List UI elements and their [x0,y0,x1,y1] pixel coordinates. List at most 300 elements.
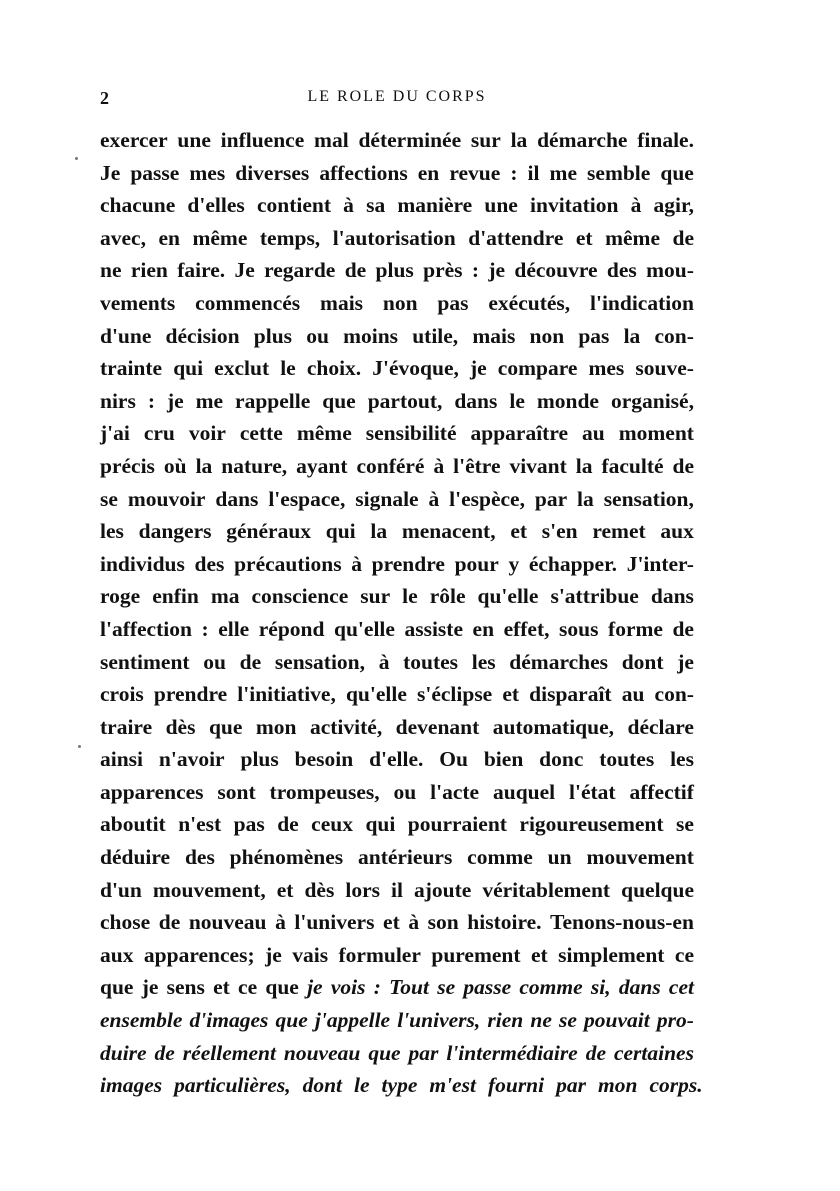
word: contient [256,193,331,218]
word: exclut [214,356,270,381]
word: crois [100,682,144,707]
word: apparences [100,779,204,804]
word: forme [608,616,663,641]
word: menacent, [401,519,496,544]
word: nature, [221,453,288,478]
word: une [484,193,518,218]
word: me [195,388,224,413]
word: sous [559,616,599,641]
word: à [351,551,362,576]
word: plus [240,747,279,772]
word: faculté [601,453,664,478]
text-line [100,776,694,809]
text-line [100,1069,703,1102]
word: dangers [138,519,212,544]
word: J'inter- [626,551,694,576]
word: que [100,975,134,1000]
text-line [100,971,694,1004]
word: Ou [439,747,468,772]
word: affectif [629,779,694,804]
word: par [534,486,568,511]
word: signale [355,486,419,511]
word: d'un [100,877,142,902]
word: moment [618,421,694,446]
word: que [368,1040,401,1065]
word: se [675,812,694,837]
word: devenant [395,714,480,739]
word: lors [345,877,380,902]
word: de [344,258,367,283]
word: à [630,193,642,218]
word: traire [100,714,153,739]
word: le [280,356,296,381]
word: répond [258,616,325,641]
word: quelque [621,877,694,902]
word: bien [483,747,524,772]
word: pour [454,551,499,576]
word: ma [210,584,240,609]
word: l'univers, [397,1008,481,1033]
word: généraux [226,519,312,544]
margin-speck [75,157,78,160]
word: mouvement, [152,877,266,902]
word: activité, [309,714,383,739]
word: toutes [403,649,459,674]
word: : [201,616,209,641]
word: commencés [195,290,301,315]
word: n'est [178,812,222,837]
word: d'attendre [468,225,564,250]
word: revue [449,160,501,185]
word: mal [314,128,349,152]
word: apparences; [143,942,255,967]
word: d'une [100,323,152,348]
word: organisé, [610,388,694,413]
word: que [660,160,694,185]
word: semble [587,160,651,185]
word: le [509,388,525,413]
word: influence [220,128,305,152]
word: qui [325,519,356,544]
word: dans [618,975,661,1000]
word: je [677,649,694,674]
word: nouveau [188,910,267,935]
word: mais [472,323,516,348]
word: par [408,1040,439,1065]
word: ne [530,1008,552,1033]
word: effet, [503,616,550,641]
word: : [373,975,381,1000]
word: qu'elle [345,682,407,707]
word: précis [100,453,155,478]
word: et [383,910,400,935]
word: phénomènes [229,845,344,870]
word: au [621,682,645,707]
word: invitation [530,193,619,218]
word: pas [578,323,610,348]
text-line [100,157,694,190]
word: la [510,128,528,152]
word: en [472,616,495,641]
word: l'état [569,779,616,804]
word: à [408,910,420,935]
text-line [100,450,694,483]
word: les [471,649,496,674]
word: con- [654,682,694,707]
word: à [343,193,354,218]
word: dans [650,584,694,609]
word: par [556,1073,586,1098]
word: vements [100,290,176,315]
word: si, [590,975,611,1000]
word: que [208,714,243,739]
word: il [391,877,403,902]
word: exercer [100,128,168,152]
word: sens [166,975,205,1000]
word: sont [217,779,256,804]
word: précautions [234,551,342,576]
word: : [510,160,518,185]
word: regarde [264,258,336,283]
word: mon [598,1073,638,1098]
text-line [100,613,694,646]
word: mes [189,160,226,185]
word: et [531,942,548,967]
word: rôle [429,584,466,609]
text-line [100,906,694,939]
word: affections [319,160,408,185]
word: mes [588,356,625,381]
word: se [437,975,456,1000]
word: souve- [635,356,694,381]
word: que [322,388,356,413]
running-title: LE ROLE DU CORPS [307,88,487,105]
word: assiste [404,616,463,641]
word: ayant [296,453,348,478]
word: ou [203,649,226,674]
word: enfin [152,584,199,609]
word: sensibilité [365,421,457,446]
word: Je [234,258,255,283]
word: auquel [492,779,556,804]
word: certaines [613,1040,694,1065]
word: passe [130,160,180,185]
word: véritablement [482,877,611,902]
word: partout, [367,388,443,413]
word: Je [100,160,121,185]
word: je [307,975,323,1000]
word: déclare [627,714,694,739]
word: mouvement [586,845,694,870]
margin-speck [78,745,81,748]
word: moins [343,323,399,348]
word: de [585,1040,606,1065]
word: nirs [100,388,136,413]
word: échapper. [528,551,618,576]
word: même [192,225,248,250]
word: disparaît [529,682,612,707]
word: il [527,160,540,185]
text-line [100,254,694,287]
word: finale. [637,128,694,152]
word: vois [330,975,366,1000]
word: : [147,388,155,413]
word: automatique, [492,714,615,739]
word: voir [188,421,226,446]
text-line [100,580,694,613]
text-line [100,678,694,711]
word: les [100,519,124,544]
word: utile, [412,323,459,348]
word: rien [487,1008,524,1033]
word: au [582,421,605,446]
text-line [100,1037,694,1070]
text-line [100,711,694,744]
word: prendre [153,682,228,707]
word: le [402,584,418,609]
word: des [194,551,225,576]
word: temps, [259,225,321,250]
word: s'éclipse [416,682,493,707]
word: mon [255,714,297,739]
word: type [381,1073,418,1098]
word: et [213,975,230,1000]
word: la [370,519,388,544]
word: à [428,486,440,511]
word: elle [218,616,250,641]
text-line [100,874,694,907]
word: réellement [182,1040,276,1065]
word: je [265,942,282,967]
word: rigoureusement [519,812,664,837]
word: ce [674,942,694,967]
text-line [100,385,694,418]
word: à [378,649,390,674]
word: Tenons-nous-en [550,910,694,935]
word: des [184,845,215,870]
word: histoire. [467,910,542,935]
page-header [100,88,694,118]
word: de [239,649,262,674]
word: un [547,845,572,870]
word: : [471,258,480,283]
word: l'indication [590,290,694,315]
word: aux [100,942,134,967]
word: je [141,975,159,1000]
word: mou- [646,258,694,283]
word: m'est [429,1073,476,1098]
word: se [558,1008,577,1033]
word: particulières, [174,1073,291,1098]
word: ou [393,779,417,804]
word: ensemble [100,1008,183,1033]
word: ou [306,323,329,348]
word: une [177,128,211,152]
word: n'avoir [158,747,225,772]
word: avec, [100,225,146,250]
word: d'images [189,1008,269,1033]
word: mais [320,290,364,315]
word: qu'elle [334,616,395,641]
word: ajoute [413,877,472,902]
word: dans [215,486,259,511]
word: de [672,225,694,250]
text-line [100,515,694,548]
word: antérieurs [357,845,453,870]
word: simplement [558,942,665,967]
word: dont [621,649,664,674]
word: prendre [371,551,445,576]
text-line [100,320,694,353]
word: duire [100,1040,147,1065]
word: démarches [509,649,609,674]
word: dès [304,877,335,902]
word: rappelle [235,388,311,413]
word: qu'elle [477,584,539,609]
word: de [277,812,299,837]
word: d'elle. [369,747,424,772]
word: conscience [251,584,349,609]
word: manière [397,193,473,218]
word: de [154,1040,175,1065]
word: l'autorisation [332,225,456,250]
word: s'en [541,519,578,544]
word: sa [366,193,386,218]
word: dans [454,388,498,413]
word: plus [253,323,293,348]
text-line [100,939,694,972]
word: fourni [487,1073,545,1098]
word: sentiment [100,649,190,674]
text-line [100,1004,694,1037]
word: la [575,453,593,478]
text-line [100,841,694,874]
word: à [275,910,286,935]
word: la [623,323,641,348]
word: en [158,225,180,250]
body-text [100,124,703,1102]
word: près [423,258,463,283]
word: monde [536,388,599,413]
word: apparaître [470,421,569,446]
word: sur [360,584,391,609]
word: besoin [294,747,354,772]
word: de [158,910,181,935]
word: l'espace, [268,486,346,511]
word: déduire [100,845,171,870]
word: où [163,453,187,478]
word: en [417,160,440,185]
word: l'intermédiaire [446,1040,578,1065]
word: j'ai [100,421,130,446]
word: chose [100,910,151,935]
word: y [508,551,520,576]
word: l'acte [430,779,480,804]
word: nouveau [283,1040,361,1065]
text-line [100,808,694,841]
word: les [670,747,694,772]
word: pourraient [407,812,507,837]
word: Tout [389,975,429,1000]
word: trompeuses, [269,779,380,804]
word: dont [302,1073,343,1098]
word: je [488,258,506,283]
word: trainte [100,356,163,381]
word: cru [143,421,175,446]
word: et [510,519,528,544]
word: chacune [100,193,176,218]
word: le [354,1073,370,1098]
word: vivant [509,453,567,478]
word: cette [239,421,283,446]
word: l'initiative, [237,682,336,707]
word: déterminée [358,128,462,152]
word: mouvoir [127,486,206,511]
word: diverses [235,160,310,185]
text-line [100,287,694,320]
word: à [433,453,445,478]
word: remet [592,519,646,544]
word: et [276,877,294,902]
word: démarche [537,128,628,152]
word: et [502,682,520,707]
word: qui [365,812,396,837]
word: compare [497,356,578,381]
word: rien [130,258,168,283]
word: s'attribue [550,584,639,609]
word: même [605,225,660,250]
word: aboutit [100,812,166,837]
word: l'espèce, [449,486,525,511]
word: choix. [306,356,362,381]
word: pas [437,290,469,315]
word: qui [173,356,204,381]
word: con- [654,323,694,348]
page-number: 2 [100,88,109,108]
text-line [100,352,694,385]
word: sensation, [603,486,694,511]
word: dès [165,714,196,739]
word: pouvait [584,1008,650,1033]
word: de [672,616,694,641]
word: comme [519,975,583,1000]
word: que [265,975,299,1000]
word: non [529,323,565,348]
word: ainsi [100,747,144,772]
word: décision [165,323,240,348]
word: roge [100,584,141,609]
text-line [100,743,694,776]
word: de [672,453,694,478]
word: faire. [177,258,226,283]
word: passe [463,975,512,1000]
word: l'être [453,453,501,478]
word: je [166,388,184,413]
word: individus [100,551,185,576]
word: images [100,1073,163,1098]
text-line [100,222,694,255]
word: formuler [338,942,421,967]
word: j'appelle [314,1008,391,1033]
word: vais [292,942,329,967]
word: d'elles [187,193,245,218]
word: conféré [356,453,425,478]
word: la [195,453,213,478]
word: que [275,1008,308,1033]
word: agir, [653,193,694,218]
word: comme [467,845,533,870]
text-line [100,483,694,516]
